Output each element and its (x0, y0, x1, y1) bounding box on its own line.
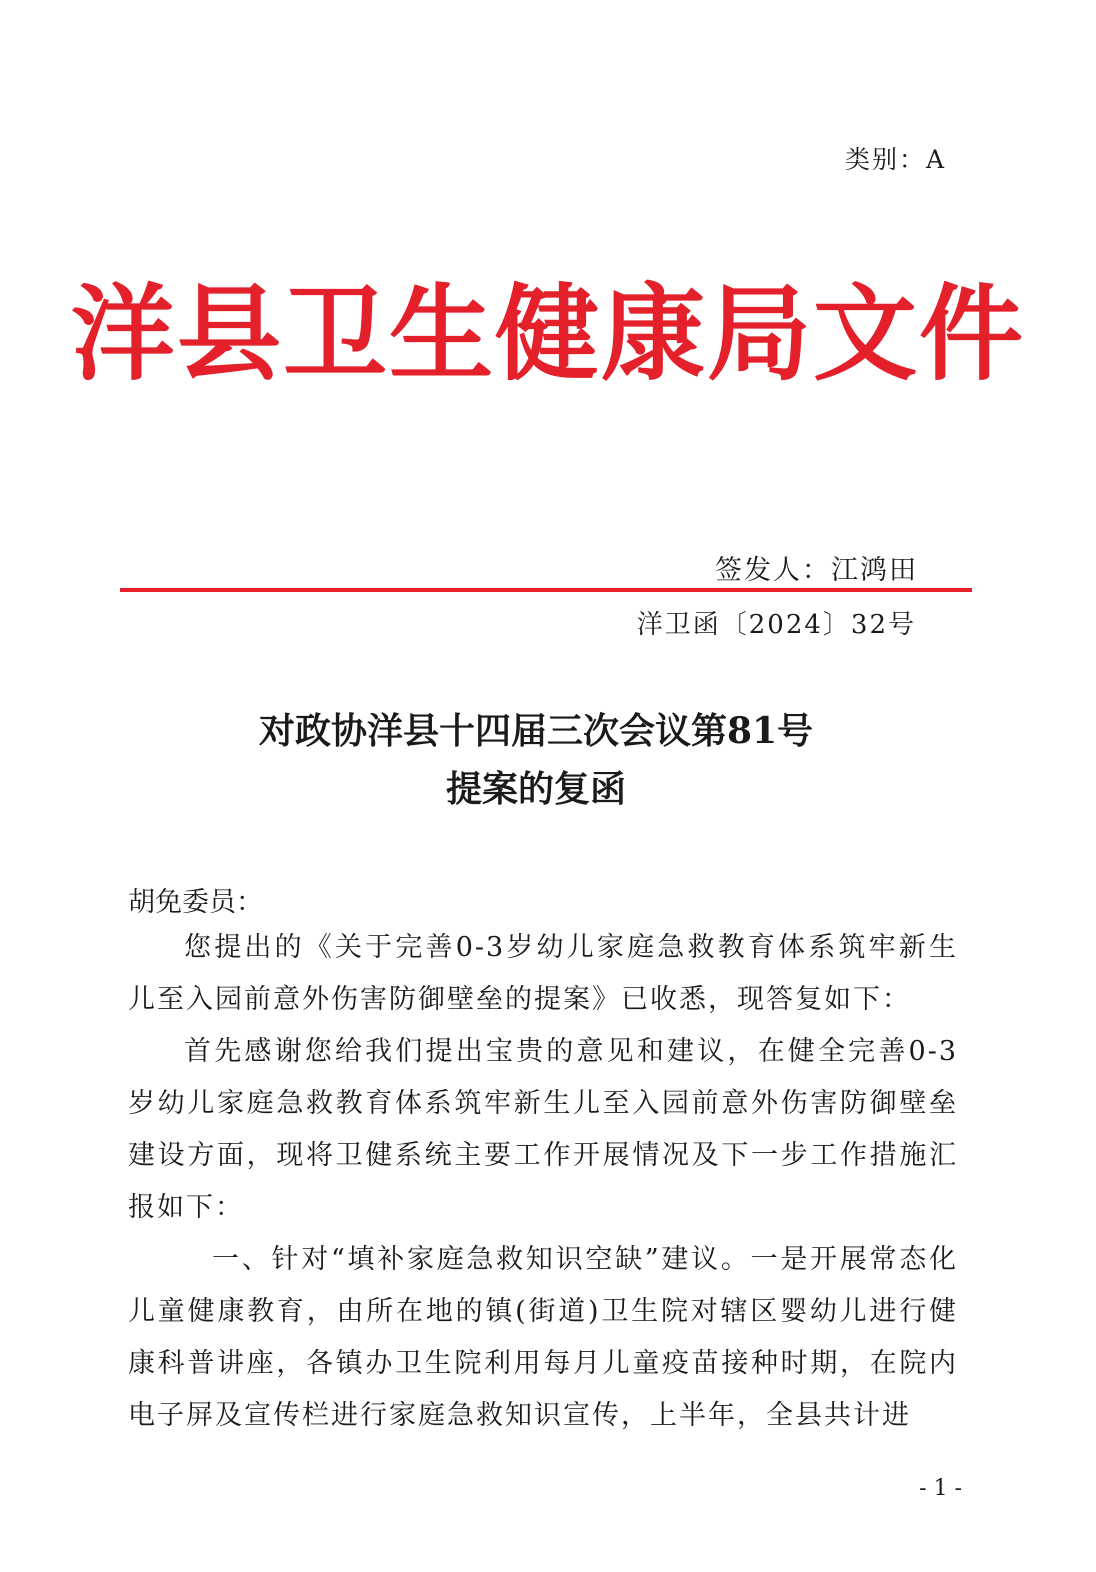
document-title (0, 702, 1072, 818)
body-paragraph: 您提出的《关于完善0-3岁幼儿家庭急救教育体系筑牢新生儿至入园前意外伤害防御壁垒的提案》已收悉，现答复如下： (128, 932, 958, 1015)
document-title-line-1: 对政协洋县十四届三次会议第81号 (258, 710, 814, 752)
organization-header-title: 洋县卫生健康局文件 (70, 273, 1025, 395)
document-number: 洋卫函〔2024〕32号 (636, 610, 916, 640)
salutation: 胡免委员： (128, 887, 263, 918)
page-number: - 1 - (919, 1476, 962, 1501)
body-paragraph: 首先感谢您给我们提出宝贵的意见和建议，在健全完善0-3岁幼儿家庭急救教育体系筑牢新生儿至入园前意外伤害防御壁垒建设方面，现将卫健系统主要工作开展情况及下一步工作措施汇报如下： (128, 1036, 958, 1223)
header-red-divider (120, 588, 972, 592)
document-title-line-2: 提案的复函 (445, 768, 626, 810)
signer-line: 签发人：江鸿田 (715, 555, 918, 586)
body-paragraph: 一、针对“填补家庭急救知识空缺”建议。一是开展常态化儿童健康教育，由所在地的镇(街道)卫生院对辖区婴幼儿进行健康科普讲座，各镇办卫生院利用每月儿童疫苗接种时期，在院内电子屏及宣传栏进行家庭急救知识宣传，上半年，全县共计进 (128, 1244, 958, 1431)
document-category: 类别：A (844, 145, 946, 174)
